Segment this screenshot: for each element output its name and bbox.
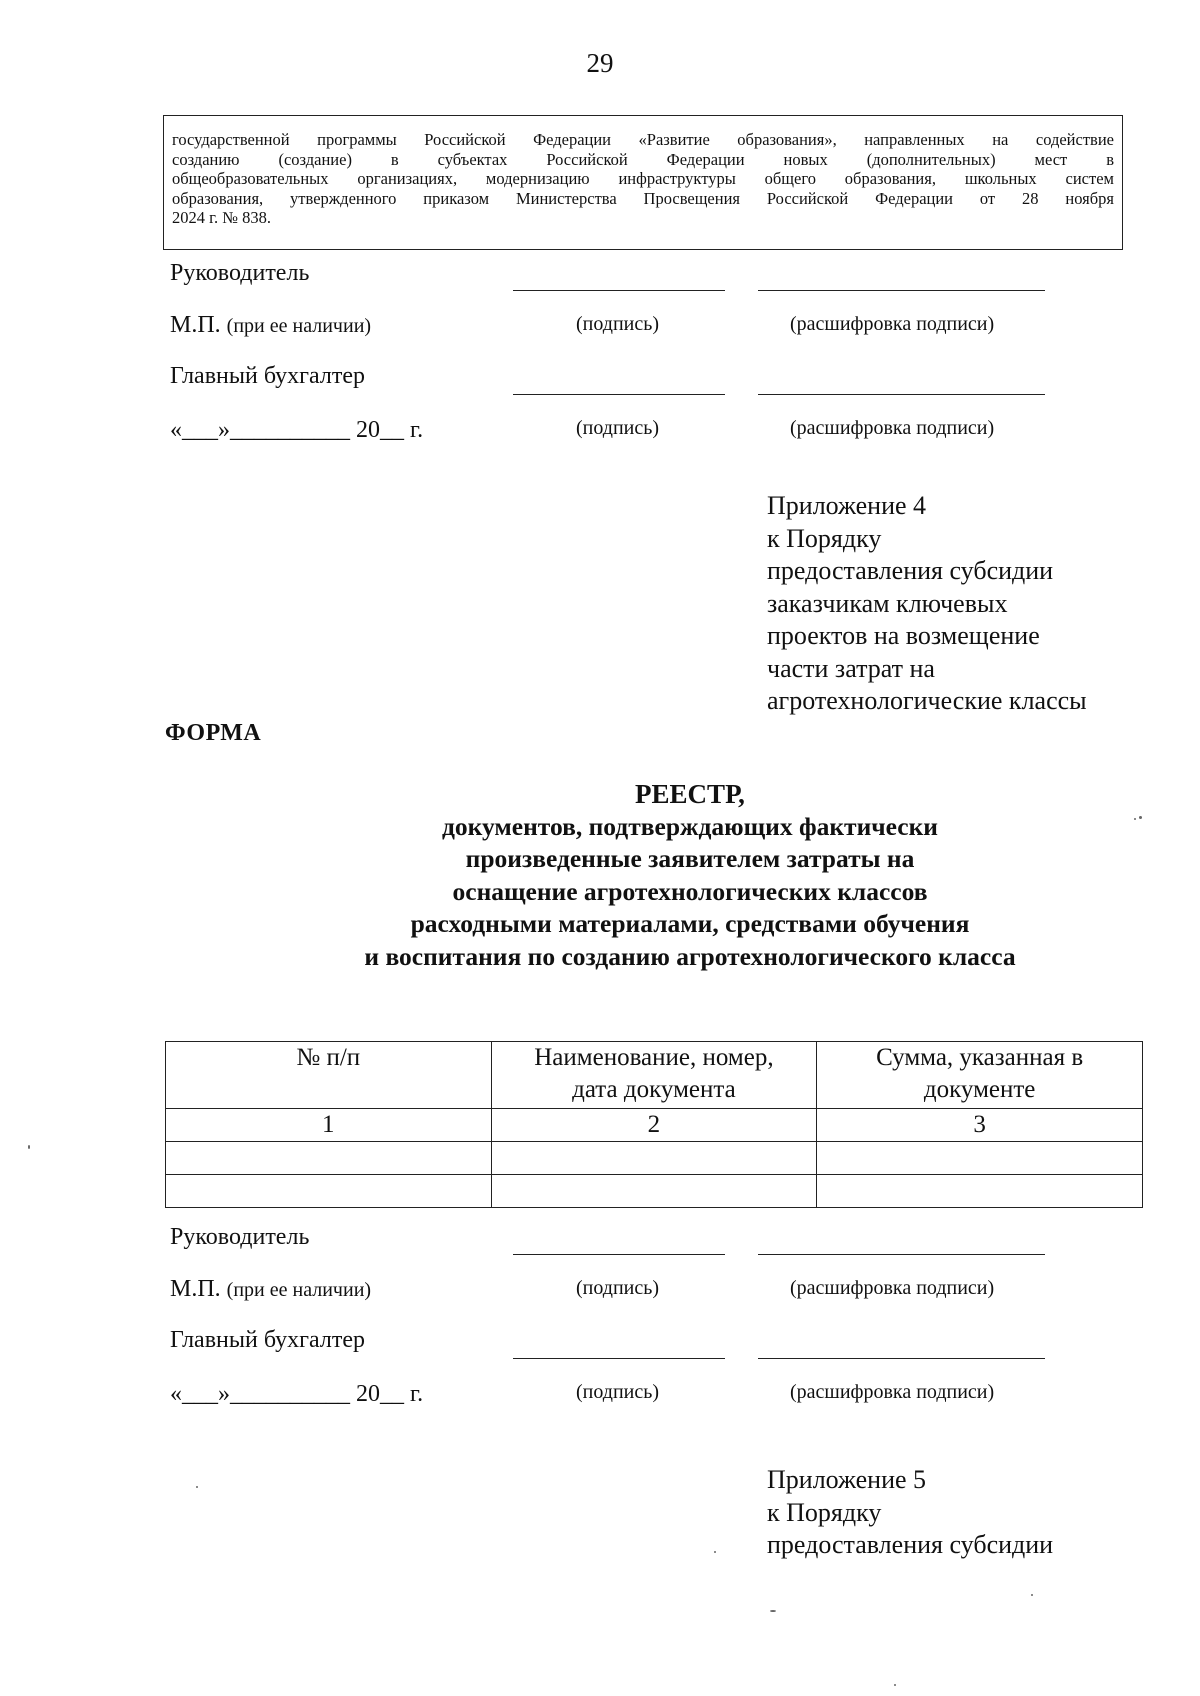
appendix-line: Приложение 4: [767, 491, 927, 520]
column-number-row: [166, 1109, 1143, 1142]
scan-speck: [1139, 816, 1142, 819]
boxed-continuation-text: [163, 115, 1123, 250]
signature-line: [513, 394, 725, 395]
decoding-caption: (расшифровка подписи): [790, 313, 995, 335]
decoding-line: [758, 1254, 1045, 1255]
register-title-line: произведенные заявителем затраты на: [465, 844, 915, 873]
boxed-line: государственной программы Российской Федерации «Развитие образования», направленных на содействие: [172, 130, 1114, 149]
signature-line: [513, 1358, 725, 1359]
appendix-4-heading: [767, 490, 1087, 718]
appendix-line: предоставления субсидии: [767, 1530, 1054, 1559]
empty-cell[interactable]: [166, 1175, 492, 1208]
appendix-line: проектов на возмещение: [767, 621, 1040, 650]
decoding-line: [758, 1358, 1045, 1359]
column-number-cell: 2: [491, 1109, 817, 1142]
stamp-label: М.П.: [170, 312, 221, 338]
appendix-line: предоставления субсидии: [767, 556, 1054, 585]
empty-cell[interactable]: [166, 1142, 492, 1175]
header-text: Наименование, номер,: [534, 1044, 774, 1071]
decoding-line: [758, 394, 1045, 395]
signature-caption: (подпись): [576, 417, 660, 439]
column-number-cell: 3: [817, 1109, 1143, 1142]
boxed-line: общеобразовательных организациях, модернизацию инфраструктуры общего образования, школьных систем: [172, 169, 1114, 189]
signature-caption: (подпись): [576, 313, 660, 335]
register-table: [165, 1041, 1143, 1208]
header-text: дата документа: [572, 1076, 736, 1103]
appendix-line: части затрат на: [767, 653, 935, 683]
empty-cell[interactable]: [817, 1142, 1143, 1175]
signature-line: [513, 1254, 725, 1255]
header-text: Сумма, указанная в: [876, 1044, 1084, 1071]
signature-caption: (подпись): [576, 1381, 660, 1403]
register-title-line: расходными материалами, средствами обучения: [410, 909, 970, 938]
register-title-line: оснащение агротехнологических классов: [452, 876, 928, 906]
date-line: «___»__________ 20__ г.: [170, 1381, 424, 1407]
head-label: Руководитель: [170, 260, 310, 286]
decoding-caption: (расшифровка подписи): [790, 417, 995, 439]
header-cell-document: [491, 1042, 817, 1109]
stamp-row: [170, 1276, 371, 1303]
appendix-line: агротехнологические классы: [767, 686, 1087, 715]
table-header-row: [166, 1042, 1143, 1109]
appendix-line: к Порядку: [767, 1497, 882, 1527]
empty-cell[interactable]: [491, 1142, 817, 1175]
signature-caption: (подпись): [576, 1277, 660, 1299]
signature-line: [513, 290, 725, 291]
header-cell-number: [166, 1042, 492, 1109]
stamp-label: М.П.: [170, 1276, 221, 1302]
scan-speck: [894, 1684, 896, 1686]
scan-speck: [770, 1610, 776, 1612]
scan-speck: [28, 1145, 30, 1149]
stamp-row: [170, 312, 371, 339]
register-title-head: РЕЕСТР,: [635, 779, 745, 809]
boxed-line: образования, утвержденного приказом Министерства Просвещения Российской Федерации от 28 ноября: [172, 188, 1114, 208]
appendix-line: Приложение 5: [767, 1465, 927, 1494]
chief-accountant-label: Главный бухгалтер: [170, 1327, 365, 1353]
table-row: [166, 1142, 1143, 1175]
appendix-5-heading: [767, 1464, 1053, 1562]
header-cell-amount: [817, 1042, 1143, 1109]
register-title-line: и воспитания по созданию агротехнологического класса: [364, 941, 1016, 971]
stamp-note: (при ее наличии): [226, 315, 372, 337]
header-text: № п/п: [296, 1044, 361, 1071]
scan-speck: [1134, 818, 1136, 820]
form-label: ФОРМА: [165, 720, 262, 746]
column-number-cell: 1: [166, 1109, 492, 1142]
empty-cell[interactable]: [817, 1175, 1143, 1208]
stamp-note: (при ее наличии): [226, 1279, 372, 1301]
empty-cell[interactable]: [491, 1175, 817, 1208]
scan-speck: [714, 1551, 716, 1553]
header-text: документе: [923, 1076, 1036, 1103]
date-line: «___»__________ 20__ г.: [170, 417, 424, 443]
decoding-caption: (расшифровка подписи): [790, 1381, 995, 1403]
boxed-line: 2024 г. № 838.: [172, 208, 272, 228]
chief-accountant-label: Главный бухгалтер: [170, 363, 365, 389]
register-title: [230, 778, 1150, 973]
scan-speck: [1031, 1594, 1033, 1596]
boxed-line: созданию (создание) в субъектах Российской Федерации новых (дополнительных) мест в: [172, 149, 1114, 169]
page-number: 29: [586, 48, 614, 78]
appendix-line: к Порядку: [767, 523, 882, 553]
register-title-line: документов, подтверждающих фактически: [442, 811, 938, 841]
decoding-line: [758, 290, 1045, 291]
table-row: [166, 1175, 1143, 1208]
scan-speck: [196, 1486, 198, 1488]
appendix-line: заказчикам ключевых: [767, 588, 1008, 618]
head-label: Руководитель: [170, 1224, 310, 1250]
decoding-caption: (расшифровка подписи): [790, 1277, 995, 1299]
